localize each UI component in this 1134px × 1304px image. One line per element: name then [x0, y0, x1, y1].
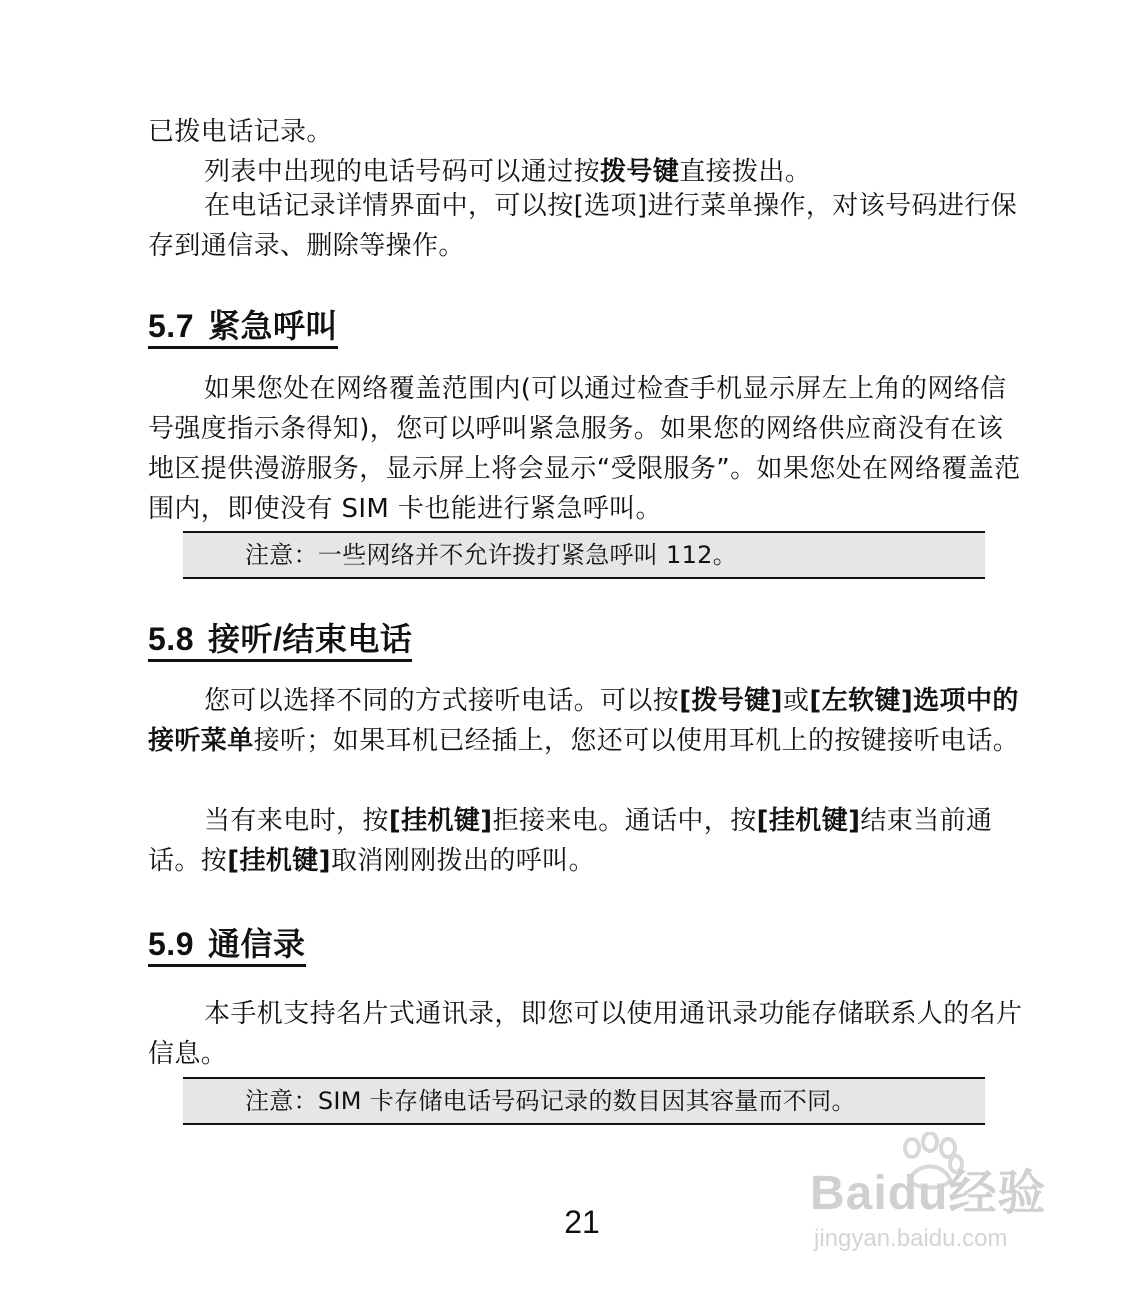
section-heading-contacts	[148, 924, 306, 967]
note-box-emergency	[183, 531, 985, 579]
section-title: 通信录	[207, 926, 306, 962]
section-heading-answer-end	[148, 619, 412, 662]
bold-key-name: [挂机键]	[227, 846, 331, 876]
paragraph-answer-methods	[148, 681, 1023, 761]
text-run: 列表中出现的电话号码可以通过按	[204, 157, 601, 187]
text-run: 您可以选择不同的方式接听电话。可以按	[204, 686, 680, 716]
baidu-watermark	[800, 1132, 1070, 1262]
section-number: 5.7	[148, 308, 194, 344]
paragraph-emergency-call: 如果您处在网络覆盖范围内(可以通过检查手机显示屏左上角的网络信号强度指示条得知)，您可以呼叫紧急服务。如果您的网络供应商没有在该地区提供漫游服务，显示屏上将会显示“受限服务”。如果您处在网络覆盖范围内，即使没有 SIM 卡也能进行紧急呼叫。	[148, 374, 1021, 524]
text-run: 或	[782, 686, 810, 716]
section-heading-emergency	[148, 306, 338, 349]
watermark-brand: Baidu经验	[810, 1167, 1047, 1220]
bold-key-name: [挂机键]	[388, 806, 493, 836]
section-title: 接听/结束电话	[207, 621, 413, 657]
text-run: 拒接来电。通话中，按	[492, 806, 757, 836]
text-run: 取消刚刚拨出的呼叫。	[330, 846, 595, 876]
paragraph-call-detail-options: 在电话记录详情界面中，可以按[选项]进行菜单操作，对该号码进行保存到通信录、删除等操作。	[148, 191, 1018, 261]
bold-key-name: [拨号键]	[679, 686, 783, 716]
bold-key-name: 拨号键	[600, 157, 680, 187]
paragraph-contacts: 本手机支持名片式通讯录，即您可以使用通讯录功能存储联系人的名片信息。	[148, 999, 1023, 1069]
text-run: 直接拨出。	[679, 157, 812, 187]
watermark-url: jingyan.baidu.com	[814, 1225, 1008, 1252]
text-run: 接听；如果耳机已经插上，您还可以使用耳机上的按键接听电话。	[253, 726, 1020, 756]
page-number: 21	[564, 1204, 600, 1240]
paragraph-end-call	[148, 801, 1023, 881]
section-title: 紧急呼叫	[207, 308, 338, 344]
bold-key-name: [左软键]选项中的接听菜单	[148, 686, 1019, 756]
note-text: 注意：一些网络并不允许拨打紧急呼叫 112。	[245, 541, 738, 569]
bold-key-name: [挂机键]	[756, 806, 861, 836]
note-box-sim-capacity	[183, 1077, 985, 1125]
text-run: 当有来电时，按	[204, 806, 389, 836]
paragraph-call-log-end: 已拨电话记录。	[148, 117, 333, 147]
text-run: 结束当前通话。按	[148, 806, 993, 876]
note-text: 注意：SIM 卡存储电话号码记录的数目因其容量而不同。	[245, 1087, 856, 1115]
section-number: 5.9	[148, 926, 194, 962]
section-number: 5.8	[148, 621, 194, 657]
